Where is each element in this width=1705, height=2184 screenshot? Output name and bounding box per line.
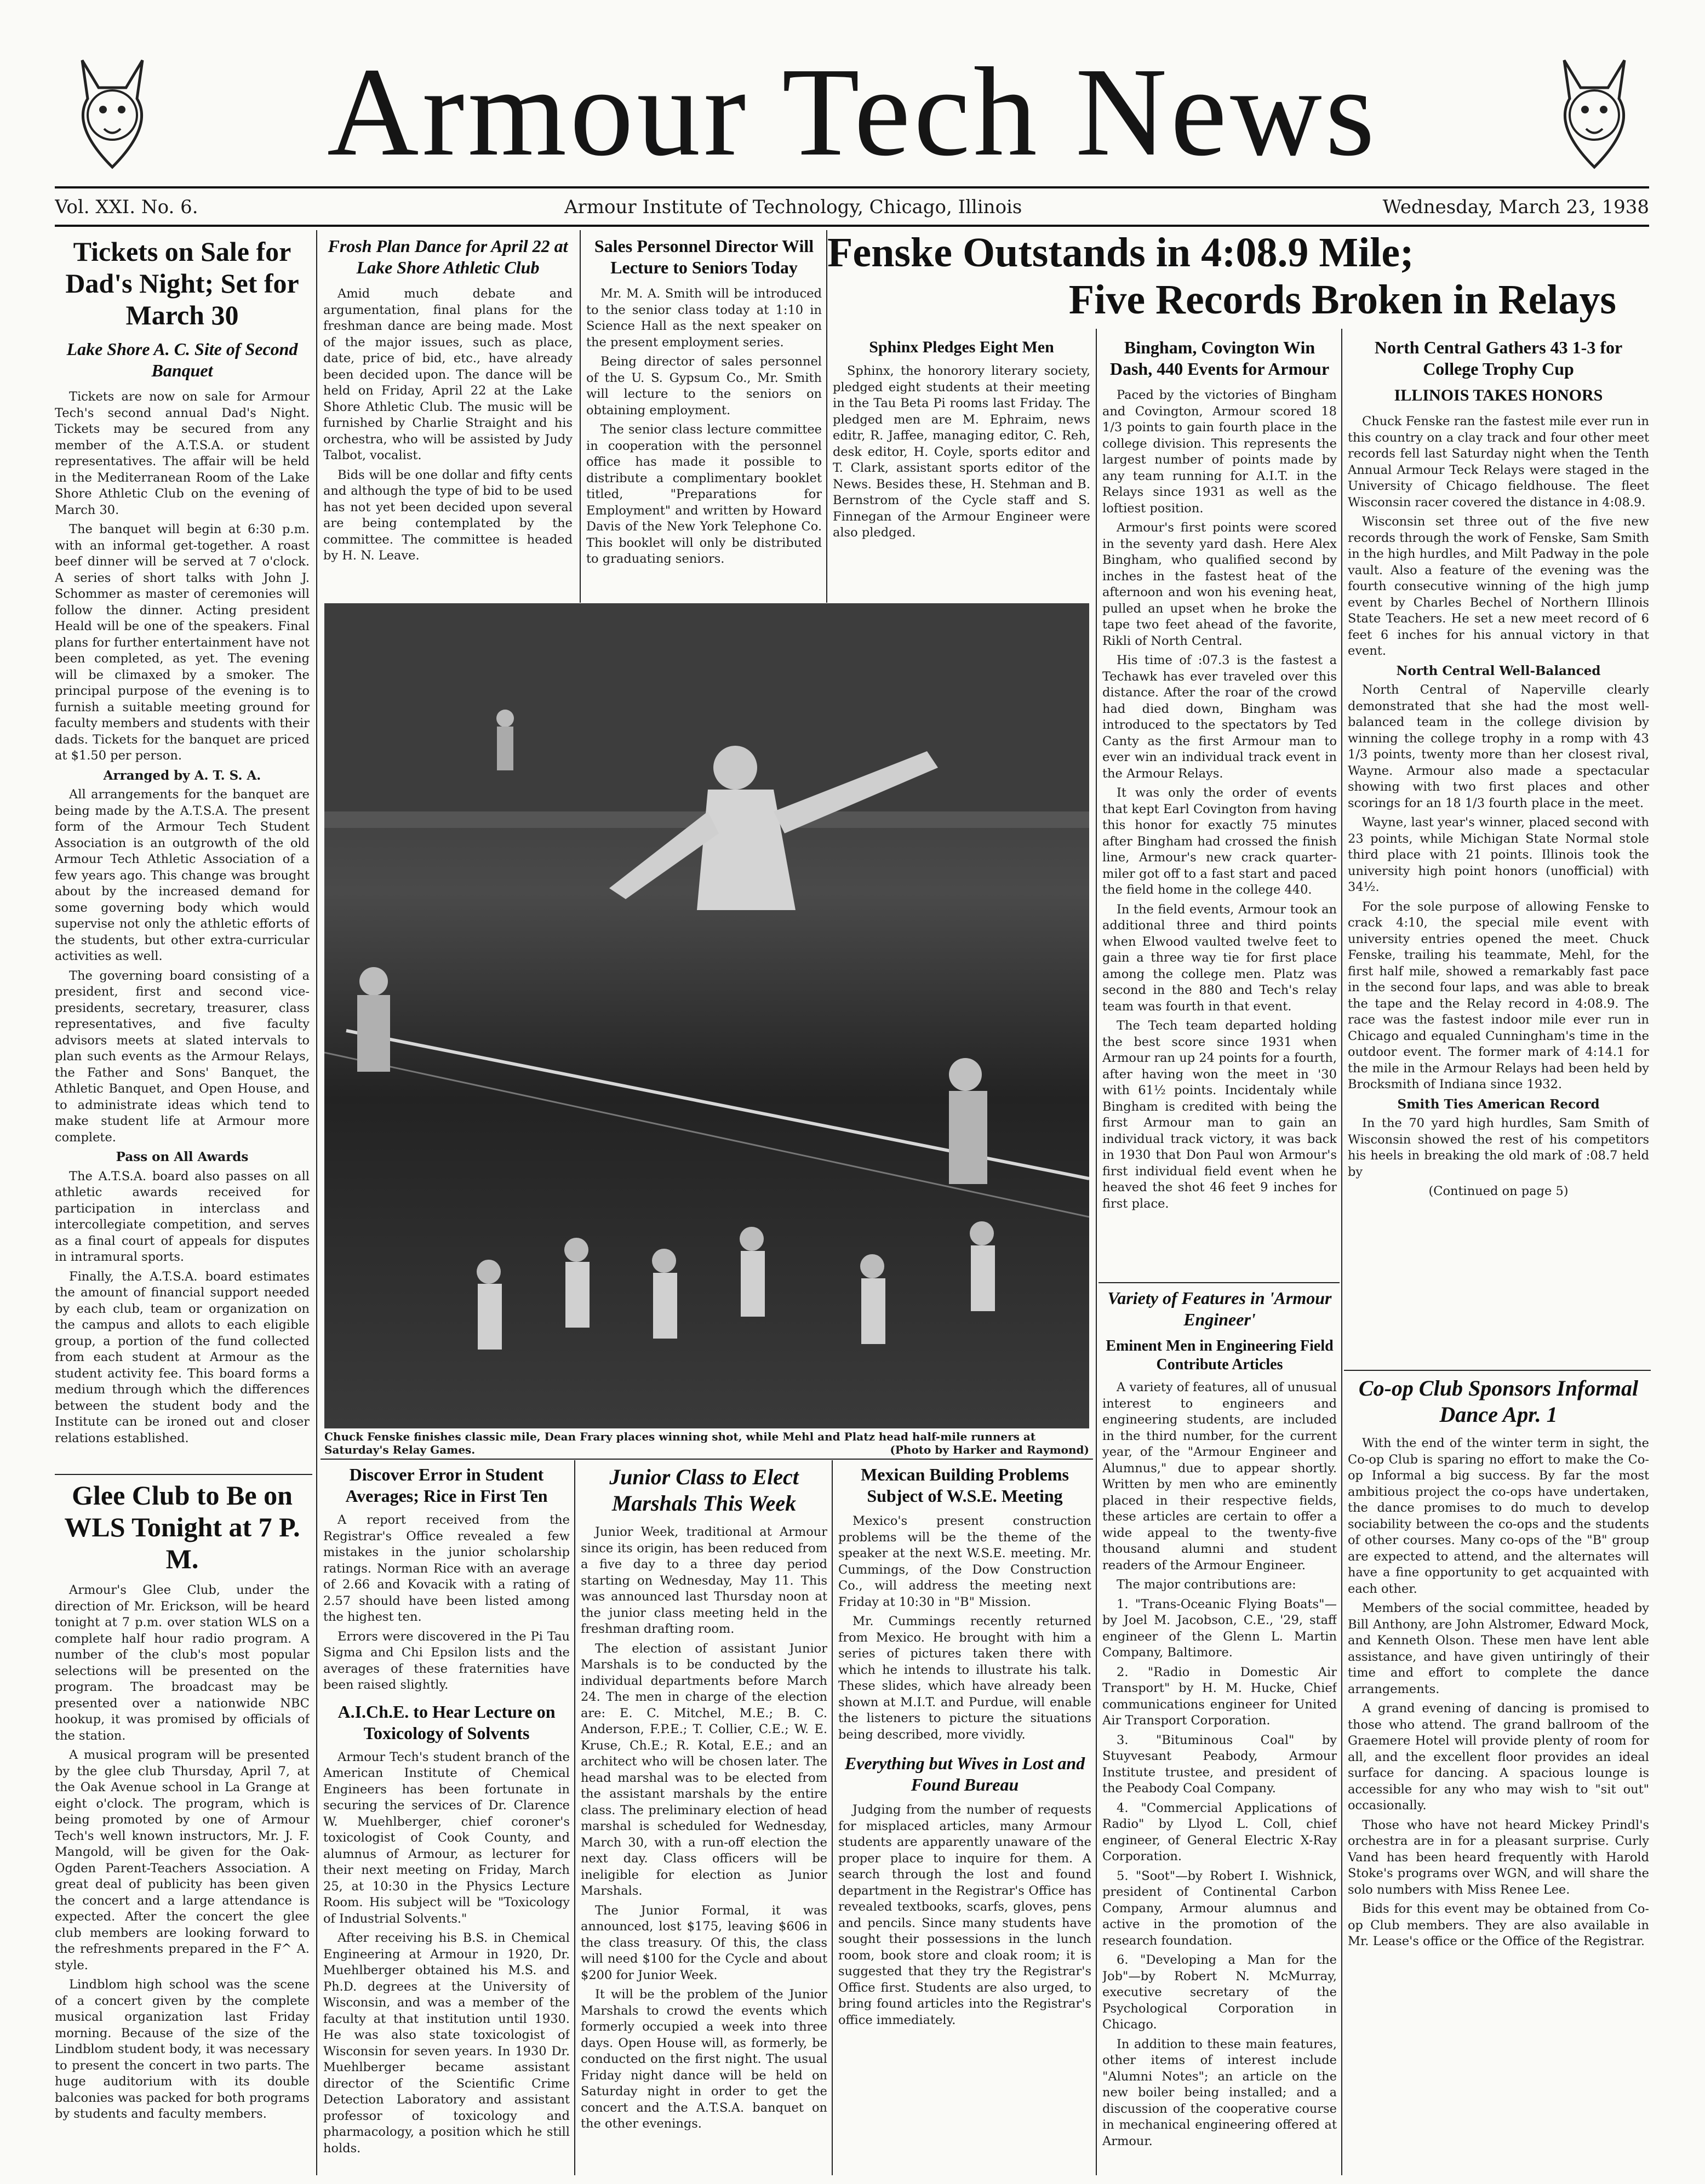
article-paragraph: Wayne, last year's winner, placed second with 23 points, while Michigan State Normal stole third place with 21 points. Illinois took the university high point honors (unofficial) with 34½. bbox=[1348, 815, 1649, 894]
lost-found-headline: Everything but Wives in Lost and Found Bureau bbox=[844, 1753, 1085, 1794]
article-paragraph: Being director of sales personnel of the U. S. Gypsum Co., Mr. Smith will lecture to the seniors on obtaining employment. bbox=[586, 355, 822, 418]
sales-director-article bbox=[586, 236, 822, 597]
armour-engineer-article bbox=[1102, 1288, 1337, 2175]
masthead-rule-top bbox=[55, 186, 1649, 188]
continued-notice: (Continued on page 5) bbox=[1428, 1184, 1569, 1198]
article-paragraph: A report received from the Registrar's Office revealed a few mistakes in the junior scholarship ratings. Norman Rice with an average of 2.66 and Kovacik with a rating of 2.57 should have been listed among the highest ten. bbox=[323, 1513, 570, 1624]
article-paragraph: Those who have not heard Mickey Prindl's orchestra are in for a pleasant surprise. Curly Vand has been heard frequently with Harold Stoke's programs over WGN, and will share the solo numbers with Miss Renee Lee. bbox=[1348, 1817, 1649, 1897]
article-paragraph: A variety of features, all of unusual interest to engineers and engineering students, are included in the third number, for the current year, of the "Armour Engineer and Alumnus," due to appear shortly. Written by men who are eminently placed in their respective fields, these articles are certain to offer a wide appeal to the twenty-five thousand alumni and student readers of the Armour Engineer. bbox=[1102, 1380, 1337, 1573]
list-item: 6. "Developing a Man for the Job"—by Robert N. McMurray, executive secretary of the Psychological Corporation in Chicago. bbox=[1102, 1953, 1337, 2032]
column-rule bbox=[832, 1460, 833, 2175]
masthead-rule-bottom bbox=[55, 225, 1649, 227]
article-paragraph: The senior class lecture committee in cooperation with the personnel office has made it possible to distribute a complimentary booklet titled, "Preparations for Employment" and written by Howard Davis of the New York Telephone Co. This booklet will only be distributed to graduating seniors. bbox=[586, 422, 822, 566]
article-paragraph: In addition to these main features, other items of interest include "Alumni Notes"; an article on the new boiler being installed; and a discussion of the cooperative course in mechanical engineering offered at Armour. bbox=[1102, 2037, 1337, 2148]
column-rule bbox=[574, 1460, 575, 2175]
dads-night-headline: Tickets on Sale for Dad's Night; Set for March 30 bbox=[65, 236, 299, 330]
article-paragraph: Judging from the number of requests for misplaced articles, many Armour students are apparently unaware of the proper place to inquire for them. A search through the lost and found department in the Registrar's Office has revealed textbooks, scarfs, gloves, pens and pencils. Since many students have sought their possessions in the lunch room, book store and cloak room; it is suggested that they try the Registrar's Office first. Students are also urged, to bring found articles into the Registrar's office immediately. bbox=[838, 1803, 1091, 2027]
armour-engineer-subhead: Eminent Men in Engineering Field Contribute Articles bbox=[1106, 1337, 1334, 1373]
coop-dance-article bbox=[1348, 1375, 1649, 2175]
section-subhead: Pass on All Awards bbox=[116, 1150, 249, 1164]
list-item: 2. "Radio in Domestic Air Transport" by H. M. Hucke, Chief communications engineer for United Air Transport Corporation. bbox=[1102, 1665, 1337, 1728]
section-subhead: Arranged by A. T. S. A. bbox=[103, 768, 261, 783]
lead-headline-line2: Five Records Broken in Relays bbox=[1068, 277, 1616, 323]
article-paragraph: The banquet will begin at 6:30 p.m. with an informal get-together. A roast beef dinner will be served at 7 o'clock. A series of short talks with John J. Schommer as master of ceremonies will follow the dinner. Acting president Heald will be one of the speakers. Final plans for further entertainment have not been completed, as yet. The evening will be climaxed by a smoker. The principal purpose of the evening is to furnish a suitable meeting ground for faculty members and students with their dads. Tickets for the banquet are priced at $1.50 per person. bbox=[55, 522, 310, 763]
frosh-dance-headline: Frosh Plan Dance for April 22 at Lake Shore Athletic Club bbox=[328, 236, 568, 277]
article-paragraph: A musical program will be presented by the glee club Thursday, April 7, at the Oak Avenue school in La Grange at eight o'clock. The program, which is being promoted by one of Armour Tech's well known instructors, Mr. J. F. Mangold, will be given for the Oak-Ogden Parent-Teachers Association. A great deal of publicity has been given the concert and a large attendance is expected. After the concert the glee club members are looking forward to the refreshments prepared in the F^ A. style. bbox=[55, 1748, 310, 1973]
section-subhead: North Central Well-Balanced bbox=[1396, 663, 1601, 678]
article-paragraph: Chuck Fenske ran the fastest mile ever run in this country on a clay track and four other meet records fell last Saturday night when the Tenth Annual Armour Teck Relays were staged in the University of Chicago fieldhouse. The fleet Wisconsin racer covered the distance in 4:08.9. bbox=[1348, 414, 1649, 510]
article-paragraph: Paced by the victories of Bingham and Covington, Armour scored 18 1/3 points to gain fourth place in the college division. This represents the largest number of points made by any team running for A.I.T. in the Relays since 1931 as well as the loftiest position. bbox=[1102, 388, 1337, 516]
wse-meeting-article bbox=[838, 1464, 1091, 2175]
article-divider bbox=[1098, 1282, 1340, 1283]
issue-date: Wednesday, March 23, 1938 bbox=[1382, 196, 1649, 218]
column-rule bbox=[1341, 329, 1342, 2175]
article-paragraph: The election of assistant Junior Marshals is to be conducted by the individual departments before March 24. The men in charge of the election are: E. C. Mitchel, M.E.; B. C. Anderson, F.P.E.; T. Collier, C.E.; W. E. Kruse, Ch.E.; R. Kotal, E.E.; and an architect who will be chosen later. The head marshal was to be elected from the assistant marshals by the entire class. The preliminary election of head marshal is scheduled for Wednesday, March 30, with a run-off election the next day. Class officers will be ineligible for election as Junior Marshals. bbox=[581, 1641, 827, 1898]
article-paragraph: Finally, the A.T.S.A. board estimates the amount of financial support needed by each club, team or organization on the campus and allots to each eligible group, a portion of the fund collected from each student at Armour as the student activity fee. This board forms a medium through which the differences between the student body and the Institute can be ironed out and closer relations established. bbox=[55, 1269, 310, 1445]
column-rule bbox=[316, 230, 317, 2175]
article-paragraph: In the 70 yard high hurdles, Sam Smith of Wisconsin showed the rest of his competitors his heels in breaking the old mark of :08.7 held by bbox=[1348, 1116, 1649, 1179]
article-paragraph: Mr. Cummings recently returned from Mexico. He brought with him a series of pictures taken there with which he intends to illustrate his talk. These slides, which have already been shown at M.I.T. and Purdue, will enable the listeners to picture the situations being described, more vividly. bbox=[838, 1614, 1091, 1742]
article-paragraph: Members of the social committee, headed by Bill Anthony, are John Alstromer, Edward Mock, and Kenneth Olson. These men have lent able assistance, and have given untiringly of their time and effort to complete the dance arrangements. bbox=[1348, 1601, 1649, 1696]
lead-headline bbox=[827, 229, 1616, 333]
article-divider bbox=[55, 1474, 312, 1475]
article-paragraph: The Tech team departed holding the best score since 1931 when Armour ran up 24 points for a fourth, after having won the meet in '30 with 61½ points. Incidentaly while Bingham is credited with being the first Armour man to gain an individual track victory, it was back in 1930 that Don Paul won Armour's first individual field event when he heaved the shot 46 feet 9 inches for first place. bbox=[1102, 1019, 1337, 1211]
newspaper-title: Armour Tech News bbox=[327, 42, 1378, 175]
article-paragraph: Tickets are now on sale for Armour Tech's second annual Dad's Night. Tickets may be secured from any member of the A.T.S.A. or student representatives. The affair will be held in the Mediterranean Room of the Lake Shore Athletic Club on the evening of March 30. bbox=[55, 390, 310, 517]
dads-night-subhead: Lake Shore A. C. Site of Second Banquet bbox=[66, 339, 298, 380]
article-paragraph: All arrangements for the banquet are being made by the A.T.S.A. The present form of the Armour Tech Student Association is an outgrowth of the old Armour Tech Athletic Association of a few years ago. This change was brought about by the increased demand for some governing body which would supervise not only the athletic efforts of the students, but other extra-curricular activities as well. bbox=[55, 787, 310, 963]
article-paragraph: The A.T.S.A. board also passes on all athletic awards received for participation in interclass and intercollegiate competition, and serves as a final court of appeals for disputes in intramural sports. bbox=[55, 1169, 310, 1264]
article-paragraph: After receiving his B.S. in Chemical Engineering at Armour in 1920, Dr. Muehlberger obtained his M.S. and Ph.D. degrees at the University of Wisconsin, and was a member of the faculty at that institution until 1930. He was also state toxicologist of Wisconsin for seven years. In 1930 Dr. Muehlberger became assistant director of the Scientific Crime Detection Laboratory and assistant professor of toxicology and pharmacology, a position which he still holds. bbox=[323, 1931, 570, 2156]
article-paragraph: For the sole purpose of allowing Fenske to crack 4:10, the special mile event with university entries opened the meet. Chuck Fenske, trailing his teammate, Mehl, for the first half mile, showed a remarkably fast pace in the second four laps, and was able to break the tape and the Relay record in 4:08.9. The race was the fastest indoor mile ever run in Chicago and equaled Cunningham's time in the outdoor event. The former mark of 4:14.1 for the mile in the Armour Relays had been held by Brocksmith of Indiana since 1932. bbox=[1348, 899, 1649, 1091]
article-paragraph: Lindblom high school was the scene of a concert given by the complete musical organization last Friday morning. Because of the size of the Lindblom student body, it was necessary to present the concert in two parts. The huge auditorium with its double balconies was packed for both programs by students and faculty members. bbox=[55, 1977, 310, 2121]
north-central-article bbox=[1348, 337, 1649, 1367]
armour-engineer-headline: Variety of Features in 'Armour Engineer' bbox=[1107, 1288, 1332, 1329]
photo-credit: (Photo by Harker and Raymond) bbox=[890, 1443, 1089, 1456]
list-item: 4. "Commercial Applications of Radio" by Llyod L. Coll, chief engineer, of General Electric X-Ray Corporation. bbox=[1102, 1800, 1337, 1863]
bingham-covington-headline: Bingham, Covington Win Dash, 440 Events for Armour bbox=[1109, 338, 1330, 379]
article-paragraph: Armour Tech's student branch of the American Institute of Chemical Engineers has been fortunate in securing the services of Dr. Clarence W. Muehlberger, chief coroner's toxicologist of Cook County, and alumnus of Armour, as lecturer for their next meeting on Friday, March 25, at 10:30 in the Physics Lecture Room. His subject will be "Toxicology of Industrial Solvents." bbox=[323, 1750, 570, 1926]
article-divider bbox=[321, 1459, 1093, 1460]
volume-number: Vol. XXI. No. 6. bbox=[55, 196, 198, 218]
north-central-deck: ILLINOIS TAKES HONORS bbox=[1394, 386, 1603, 404]
article-paragraph: Bids for this event may be obtained from Co-op Club members. They are also available in Mr. Lease's office or the Office of the Registrar. bbox=[1348, 1902, 1649, 1948]
article-paragraph: In the field events, Armour took an additional three and third points when Elwood vaulted twelve feet to gain a three way tie for first place among the college men. Platz was second in the 880 and Tech's relay team was fourth in that event. bbox=[1102, 902, 1337, 1014]
runners-photo-illustration bbox=[324, 603, 1089, 1428]
article-paragraph: It will be the problem of the Junior Marshals to crowd the events which formerly occupied a week into three days. Open House will, as formerly, be conducted on the first night. The usual Friday night dance will be held on Saturday night in order to get the concert and the A.T.S.A. banquet on the other evenings. bbox=[581, 1987, 827, 2131]
photo-caption-text: Chuck Fenske finishes classic mile, Dean Frary places winning shot, while Mehl and Platz head half-mile runners at Saturday's Relay Games. bbox=[324, 1430, 1036, 1456]
article-paragraph: A grand evening of dancing is promised to those who attend. The grand ballroom of the Graemere Hotel will provide plenty of room for all, and the excellent floor provides an ideal surface for dancing. A spacious lounge is accessible for any who may wish to "sit out" occasionally. bbox=[1348, 1701, 1649, 1813]
dads-night-article bbox=[55, 236, 310, 1466]
article-paragraph: The major contributions are: bbox=[1117, 1577, 1296, 1592]
student-averages-headline: Discover Error in Student Averages; Rice in First Ten bbox=[345, 1465, 548, 1506]
institution-line: Armour Institute of Technology, Chicago, Illinois bbox=[564, 196, 1022, 218]
junior-class-headline: Junior Class to Elect Marshals This Week bbox=[609, 1465, 799, 1516]
sphinx-article bbox=[833, 337, 1090, 600]
frosh-dance-article bbox=[323, 236, 573, 597]
article-divider bbox=[1344, 1370, 1651, 1371]
list-item: 5. "Soot"—by Robert I. Wishnick, president of Continental Carbon Company, Armour alumnus and active in the promotion of the research foundation. bbox=[1102, 1868, 1337, 1948]
article-paragraph: Mr. M. A. Smith will be introduced to the senior class today at 1:10 in Science Hall as the next speaker on the present employment series. bbox=[586, 287, 822, 350]
article-paragraph: Junior Week, traditional at Armour since its origin, has been reduced from a five day to a three day period starting on Wednesday, May 11. This was announced last Thursday noon at the junior class meeting held in the freshman drafting room. bbox=[581, 1525, 827, 1636]
article-paragraph: It was only the order of events that kept Earl Covington from having this honor for exactly 75 minutes after Bingham had crossed the finish line, Armour's new crack quarter-miler got off to a fast start and paced the field home in the college 440. bbox=[1102, 786, 1337, 897]
bingham-covington-article bbox=[1102, 337, 1337, 1279]
student-averages-article bbox=[323, 1464, 570, 2175]
armour-tech-emblem-right-icon bbox=[1542, 49, 1646, 175]
glee-club-headline: Glee Club to Be on WLS Tonight at 7 P. M. bbox=[64, 1480, 300, 1574]
sales-director-headline: Sales Personnel Director Will Lecture to Seniors Today bbox=[594, 236, 814, 277]
article-paragraph: Sphinx, the honorory literary society, pledged eight students at their meeting in the Tau Beta Pi rooms last Friday. The pledged men are M. Ephraim, news editr, R. Jaffee, managing editor, C. Reh, desk editor, H. Coyle, sports editor and T. Clark, assistant sports editor of the News. Besides these, H. Stehman and B. Bernstrom of the Cycle staff and S. Finnegan of the Armour Engineer were also pledged. bbox=[833, 364, 1090, 540]
article-paragraph: Armour's first points were scored in the seventy yard dash. Here Alex Bingham, who qualified second by inches in the fastest heat of the afternoon and won his evening heat, pulled an upset when he broke the tape two feet ahead of the favorite, Rikli of North Central. bbox=[1102, 521, 1337, 648]
photo-caption bbox=[324, 1430, 1089, 1457]
column-rule bbox=[1096, 329, 1097, 2175]
glee-club-article bbox=[55, 1479, 310, 2175]
article-paragraph: With the end of the winter term in sight, the Co-op Club is sparing no effort to make the Co-op Informal a big success. By far the most ambitious project the co-ops have undertaken, the dance promises to do much to develop sociability between the co-ops and the students of other courses. Many co-ops of the "B" group are expected to attend, and the alternates will have a fine opportunity to get acquainted with each other. bbox=[1348, 1436, 1649, 1596]
article-paragraph: His time of :07.3 is the fastest a Techawk has ever traveled over this distance. After the roar of the crowd had died down, Bingham was introduced to the spectators by Ted Canty as the first Armour man to ever win an individual track event in the Armour Relays. bbox=[1102, 653, 1337, 781]
article-paragraph: The Junior Formal, it was announced, lost $175, leaving $606 in the class treasury. Of this, the class will need $100 for the Cycle and about $200 for Junior Week. bbox=[581, 1903, 827, 1982]
article-paragraph: Wisconsin set three out of the five new records through the work of Fenske, Sam Smith in the high hurdles, and Milt Padway in the pole vault. Also a feature of the evening was the fourth consecutive winning of the high jump event by Charles Bechel of Northern Illinois State Teachers. He set a new meet record of 6 feet 6 inches for his annual victory in that event. bbox=[1348, 514, 1649, 658]
list-item: 1. "Trans-Oceanic Flying Boats"—by Joel M. Jacobson, C.E., '29, staff engineer of the Glenn L. Martin Company, Baltimore. bbox=[1102, 1597, 1337, 1660]
article-paragraph: North Central of Naperville clearly demonstrated that she had the most well-balanced team in the college division by winning the college trophy in a romp with 43 1/3 points, twenty more than her closest rival, Wayne. Armour also made a spectacular showing with two first places and other scorings for an 18 1/3 fourth place in the meet. bbox=[1348, 683, 1649, 810]
article-paragraph: Amid much debate and argumentation, final plans for the freshman dance are being made. Most of the major issues, such as place, date, price of bid, etc., have already been decided upon. The dance will be held on Friday, April 22 at the Lake Shore Athletic Club. The music will be furnished by Charlie Straight and his orchestra, who will be assisted by Judy Talbot, vocalist. bbox=[323, 287, 573, 462]
article-paragraph: Armour's Glee Club, under the direction of Mr. Erickson, will be heard tonight at 7 p.m. over station WLS on a complete half hour radio program. A number of the club's most popular selections will be presented on the program. The broadcast may be presented over a nationwide NBC hookup, it was promised by officials of the station. bbox=[55, 1583, 310, 1743]
section-subhead: Smith Ties American Record bbox=[1397, 1096, 1600, 1112]
coop-dance-headline: Co-op Club Sponsors Informal Dance Apr. 1 bbox=[1358, 1376, 1639, 1427]
column-rule bbox=[580, 230, 581, 603]
article-paragraph: The governing board consisting of a president, first and second vice-presidents, secretary, treasurer, class representatives, and five faculty advisors meets at slated intervals to plan such events as the Armour Relays, the Father and Sons' Banquet, the Athletic Banquet, and Open House, and to administrate ideas which tend to make student life at Armour more complete. bbox=[55, 968, 310, 1145]
article-paragraph: Bids will be one dollar and fifty cents and although the type of bid to be used has not yet been decided upon several are being contemplated by the committee. The committee is headed by H. N. Leave. bbox=[323, 467, 573, 563]
contributions-list bbox=[1102, 1597, 1337, 2033]
masthead bbox=[0, 33, 1705, 175]
junior-class-article bbox=[581, 1464, 827, 2175]
relay-games-photo bbox=[324, 603, 1089, 1428]
article-paragraph: Mexico's present construction problems will be the theme of the speaker at the next W.S.E. meeting. Mr. Cummings, of the Dow Construction Co., will address the meeting next Friday at 10:30 in "B" Mission. bbox=[838, 1514, 1091, 1609]
north-central-headline: North Central Gathers 43 1-3 for College Trophy Cup bbox=[1374, 338, 1623, 379]
wse-meeting-headline: Mexican Building Problems Subject of W.S.E. Meeting bbox=[861, 1465, 1069, 1506]
dateline bbox=[55, 191, 1649, 224]
aiche-headline: A.I.Ch.E. to Hear Lecture on Toxicology of Solvents bbox=[337, 1701, 556, 1743]
article-paragraph: Errors were discovered in the Pi Tau Sigma and Chi Epsilon lists and the averages of these fraternities have been raised slightly. bbox=[323, 1629, 570, 1692]
sphinx-headline: Sphinx Pledges Eight Men bbox=[869, 338, 1054, 356]
lead-headline-line1: Fenske Outstands in 4:08.9 Mile; bbox=[827, 230, 1414, 276]
list-item: 3. "Bituminous Coal" by Stuyvesant Peabody, Armour Institute trustee, and president of the Peabody Coal Company. bbox=[1102, 1733, 1337, 1796]
